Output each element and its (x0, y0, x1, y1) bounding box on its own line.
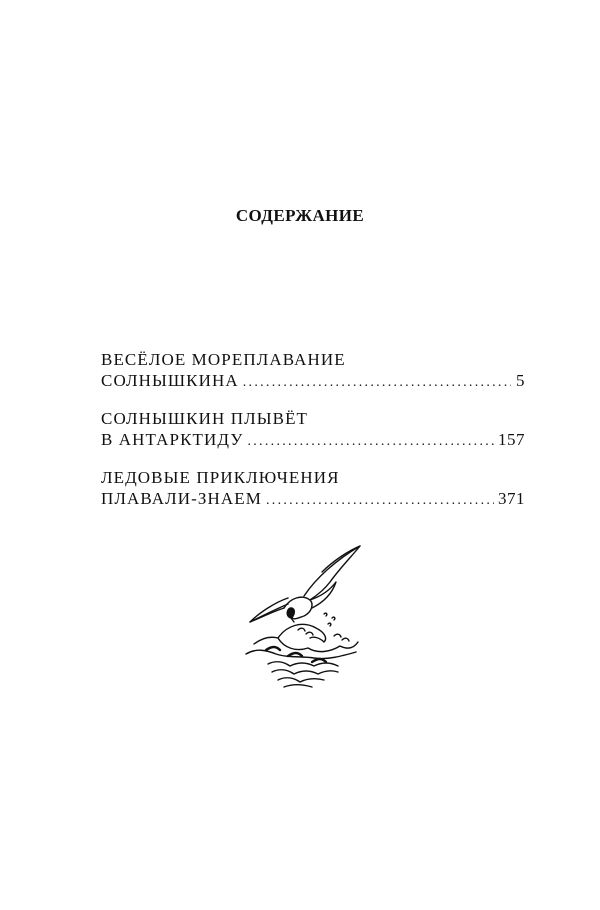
toc-entry[interactable] (101, 349, 525, 393)
toc-page-number: 157 (498, 430, 525, 449)
toc-entry-title-line2: ПЛАВАЛИ-ЗНАЕМ (101, 489, 262, 508)
toc-page-number: 371 (498, 489, 525, 508)
table-of-contents (101, 349, 525, 526)
toc-entry-title-line1: СОЛНЫШКИН ПЛЫВЁТ (101, 409, 309, 428)
toc-entry[interactable] (101, 408, 525, 452)
toc-entry-title-line1: ВЕСЁЛОЕ МОРЕПЛАВАНИЕ (101, 350, 346, 369)
seagull-over-waves-icon (232, 538, 367, 693)
toc-entry-title-line2: СОЛНЫШКИНА (101, 371, 239, 390)
toc-leader-dots (247, 431, 494, 452)
toc-entry-title-line1: ЛЕДОВЫЕ ПРИКЛЮЧЕНИЯ (101, 468, 340, 487)
toc-entry-title-line2: В АНТАРКТИДУ (101, 430, 244, 449)
contents-heading: СОДЕРЖАНИЕ (235, 206, 365, 225)
toc-entry[interactable] (101, 467, 525, 511)
toc-leader-dots (243, 372, 511, 393)
toc-page-number: 5 (516, 371, 525, 390)
toc-leader-dots (266, 490, 494, 511)
